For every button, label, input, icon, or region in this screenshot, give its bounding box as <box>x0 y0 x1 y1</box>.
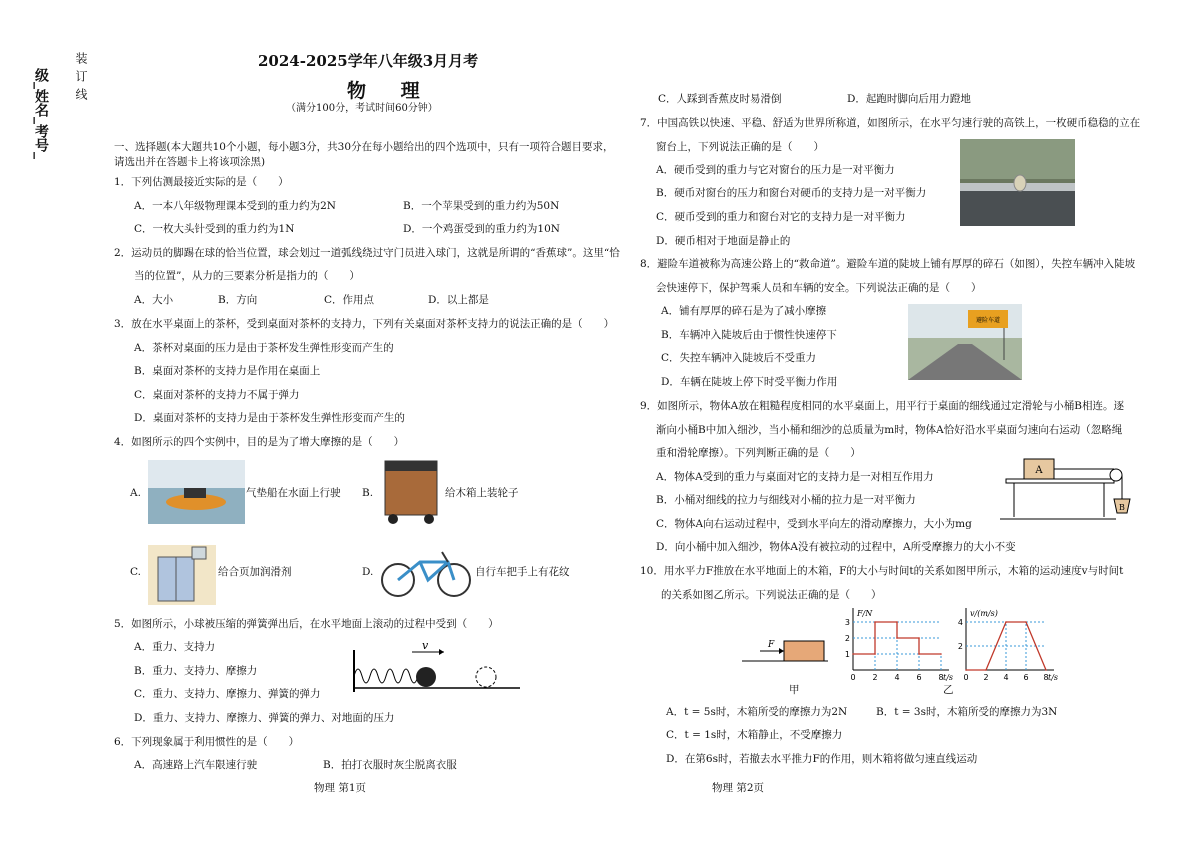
pulley-diagram <box>996 455 1136 527</box>
q7-stem: 窗台上，下列说法正确的是（ ） <box>656 141 824 153</box>
x-tick-label: 2 <box>872 673 878 682</box>
x-tick-label: 8 <box>938 673 944 682</box>
data-point <box>896 637 898 639</box>
push-box-icon <box>740 635 830 671</box>
q10-option-a: A．t = 5s时，木箱所受的摩擦力为2N <box>666 706 848 718</box>
x-tick-label: 4 <box>1003 673 1009 682</box>
binding-line-label <box>74 52 87 106</box>
bicycle-image <box>378 542 474 600</box>
q3-stem: 3．放在水平桌面上的茶杯，受到桌面对茶杯的支持力，下列有关桌面对茶杯支持力的说法正确的是（ ） <box>114 318 615 330</box>
section-intro: 一、选择题(本大题共10个小题，每小题3分，共30分在每小题给出的四个选项中，只有一项符合题目要求， <box>114 141 614 153</box>
q8-option-b: B．车辆冲入陡坡后由于惯性快速停下 <box>661 329 837 341</box>
q10-stem: 10．用水平力F推放在水平地面上的木箱，F的大小与时间t的关系如图甲所示，木箱的运动速度v与时间t <box>640 565 1124 577</box>
q9-stem: 重和滑轮摩擦）。下列判断正确的是（ ） <box>656 447 861 459</box>
q8-stem: 会快速停下，保护驾乘人员和车辆的安全。下列说法正确的是（ ） <box>656 282 982 294</box>
q2-option-c: C．作用点 <box>324 294 375 306</box>
x-tick-label: 0 <box>963 673 969 682</box>
hinge-image <box>148 545 216 605</box>
q1-option-b: B．一个苹果受到的重力约为50N <box>403 200 560 212</box>
velocity-label: v <box>422 640 429 652</box>
q8-option-c: C．失控车辆冲入陡坡后不受重力 <box>661 352 817 364</box>
x-axis-label: t/s <box>1048 673 1059 682</box>
q8-option-a: A．铺有厚厚的碎石是为了减小摩擦 <box>661 305 827 317</box>
y-axis-label: F/N <box>857 609 873 618</box>
escape-ramp-sign-text: 避险车道 <box>975 317 1001 324</box>
x-tick-label: 6 <box>916 673 922 682</box>
data-point <box>1005 621 1007 623</box>
q7-option-b: B．硬币对窗台的压力和窗台对硬币的支持力是一对平衡力 <box>656 187 927 199</box>
force-time-chart <box>843 604 963 682</box>
hovercraft-image <box>148 460 245 524</box>
page-footer-2: 物理 第2页 <box>712 782 765 794</box>
velocity-time-chart <box>956 604 1066 682</box>
x-tick-label: 8 <box>1043 673 1049 682</box>
y-tick-label: 1 <box>844 650 850 659</box>
y-tick-label: 3 <box>844 618 850 627</box>
q5-option-a: A．重力、支持力 <box>134 641 216 653</box>
q7-option-c: C．硬币受到的重力和窗台对它的支持力是一对平衡力 <box>656 211 906 223</box>
coin-on-windowsill-icon <box>960 139 1075 226</box>
class-field: 级_ <box>33 68 49 89</box>
binding-char: 装 <box>74 52 88 70</box>
q5-stem: 5．如图所示，小球被压缩的弹簧弹出后，在水平地面上滚动的过程中受到（ ） <box>114 618 499 630</box>
pulley-table-icon <box>996 455 1136 527</box>
q2-option-d: D．以上都是 <box>428 294 489 306</box>
data-point <box>985 669 987 671</box>
q2-option-b: B．方向 <box>218 294 258 306</box>
hovercraft-icon <box>148 460 245 524</box>
q1-option-c: C．一枚大头针受到的重力约为1N <box>134 223 295 235</box>
q4-option-a-text: 气垫船在水面上行驶 <box>246 487 341 499</box>
binding-char: 线 <box>74 88 88 106</box>
bucket-b-label: B <box>1119 503 1125 512</box>
q7-option-d: D．硬币相对于地面是静止的 <box>656 235 791 247</box>
q5-option-d: D．重力、支持力、摩擦力、弹簧的弹力、对地面的压力 <box>134 712 395 724</box>
figure-jia-label: 甲 <box>789 684 800 696</box>
q5-option-b: B．重力、支持力、摩擦力 <box>134 665 258 677</box>
q2-option-a: A．大小 <box>134 294 174 306</box>
q9-option-b: B．小桶对细线的拉力与细线对小桶的拉力是一对平衡力 <box>656 494 916 506</box>
q4-option-d-text: 自行车把手上有花纹 <box>475 566 570 578</box>
q4-option-b-label: B. <box>362 487 374 499</box>
q9-option-d: D．向小桶中加入细沙，物体A没有被拉动的过程中，A所受摩擦力的大小不变 <box>656 541 1016 553</box>
bicycle-icon <box>378 542 474 600</box>
q1-option-a: A．一本八年级物理课本受到的重力约为2N <box>134 200 336 212</box>
name-field: 姓名_ <box>33 89 49 124</box>
q6-option-d: D．起跑时脚向后用力蹬地 <box>847 93 971 105</box>
spring-ball-diagram <box>350 640 522 698</box>
student-fields <box>33 68 49 159</box>
exam-title: 2024-2025学年八年级3月月考 <box>258 52 479 70</box>
y-axis-label: v/(m/s) <box>970 609 998 618</box>
x-tick-label: 0 <box>850 673 856 682</box>
q9-option-a: A．物体A受到的重力与桌面对它的支持力是一对相互作用力 <box>656 471 934 483</box>
data-point <box>940 653 942 655</box>
q10-option-d: D．在第6s时，若撤去水平推力F的作用，则木箱将做匀速直线运动 <box>666 753 978 765</box>
q10-option-b: B．t = 3s时，木箱所受的摩擦力为3N <box>876 706 1058 718</box>
x-tick-label: 2 <box>983 673 989 682</box>
x-tick-label: 4 <box>894 673 900 682</box>
data-point <box>918 637 920 639</box>
q9-option-c: C．物体A向右运动过程中，受到水平向左的滑动摩擦力，大小为mg <box>656 518 972 530</box>
data-point <box>1025 621 1027 623</box>
binding-char: 订 <box>74 70 88 88</box>
q3-option-a: A．茶杯对桌面的压力是由于茶杯发生弹性形变而产生的 <box>134 342 394 354</box>
push-box-diagram <box>740 635 830 671</box>
q8-stem: 8．避险车道被称为高速公路上的“救命道”。避险车道的陡坡上铺有厚厚的碎石（如图），失控车辆冲入陡坡 <box>640 258 1136 270</box>
hinge-icon <box>148 545 216 605</box>
x-tick-label: 6 <box>1023 673 1029 682</box>
y-tick-label: 2 <box>957 642 963 651</box>
q1-stem: 1．下列估测最接近实际的是（ ） <box>114 176 289 188</box>
data-point <box>896 621 898 623</box>
q4-option-d-label: D. <box>362 566 374 578</box>
q4-option-c-text: 给合页加润滑剂 <box>218 566 292 578</box>
q5-option-c: C．重力、支持力、摩擦力、弹簧的弹力 <box>134 688 321 700</box>
q3-option-d: D．桌面对茶杯的支持力是由于茶杯发生弹性形变而产生的 <box>134 412 405 424</box>
page-footer-1: 物理 第1页 <box>314 782 367 794</box>
q8-option-d: D．车辆在陡坡上停下时受平衡力作用 <box>661 376 838 388</box>
q1-option-d: D．一个鸡蛋受到的重力约为10N <box>403 223 560 235</box>
exam-no-field: 考号_ <box>33 124 49 159</box>
spring-ball-icon <box>350 640 522 698</box>
q4-option-a-label: A. <box>130 487 141 499</box>
data-point <box>918 653 920 655</box>
q6-option-b: B．拍打衣服时灰尘脱离衣服 <box>323 759 457 771</box>
q4-option-c-label: C. <box>130 566 141 578</box>
section-intro: 请选出并在答题卡上将该项涂黑) <box>114 156 266 168</box>
x-axis-label: t/s <box>943 673 954 682</box>
y-tick-label: 4 <box>957 618 963 627</box>
q2-stem: 当的位置”，从力的三要素分析是指力的（ ） <box>134 270 360 282</box>
data-point <box>874 653 876 655</box>
y-tick-label: 2 <box>844 634 850 643</box>
q4-stem: 4．如图所示的四个实例中，目的是为了增大摩擦的是（ ） <box>114 436 405 448</box>
velocity-time-chart-svg <box>956 604 1066 682</box>
q6-stem: 6．下列现象属于利用惯性的是（ ） <box>114 736 300 748</box>
figure-yi-label: 乙 <box>943 684 954 696</box>
data-point <box>852 653 854 655</box>
q9-stem: 渐向小桶B中加入细沙，当小桶和细沙的总质量为m时，物体A恰好沿水平桌面匀速向右运动（忽略绳 <box>656 424 1123 436</box>
escape-ramp-icon <box>908 304 1022 380</box>
force-label: F <box>768 640 775 650</box>
exam-note: （满分100分，考试时间60分钟） <box>286 103 438 114</box>
q10-stem: 的关系如图乙所示。下列说法正确的是（ ） <box>661 589 882 601</box>
q3-option-b: B．桌面对茶杯的支持力是作用在桌面上 <box>134 365 321 377</box>
q3-option-c: C．桌面对茶杯的支持力不属于弹力 <box>134 389 300 401</box>
data-point <box>874 621 876 623</box>
wooden-box-icon <box>381 455 441 525</box>
block-a-label: A <box>1035 465 1043 476</box>
q7-option-a: A．硬币受到的重力与它对窗台的压力是一对平衡力 <box>656 164 895 176</box>
q7-stem: 7．中国高铁以快速、平稳、舒适为世界所称道，如图所示，在水平匀速行驶的高铁上，一枚硬币稳稳的立在 <box>640 117 1141 129</box>
data-point <box>1045 669 1047 671</box>
q6-option-a: A．高速路上汽车限速行驶 <box>134 759 258 771</box>
q6-option-c: C．人踩到香蕉皮时易滑倒 <box>658 93 782 105</box>
subject-title: 物 理 <box>347 80 434 102</box>
q2-stem: 2．运动员的脚踢在球的恰当位置，球会划过一道弧线绕过守门员进入球门，这就是所谓的“香蕉球”。这里“恰 <box>114 247 620 259</box>
train-coin-image <box>960 139 1075 226</box>
q10-option-c: C．t = 1s时，木箱静止，不受摩擦力 <box>666 729 843 741</box>
wooden-box-image <box>381 455 441 525</box>
escape-ramp-image <box>908 304 1022 380</box>
q9-stem: 9．如图所示，物体A放在粗糙程度相同的水平桌面上，用平行于桌面的细线通过定滑轮与小桶B相连。逐 <box>640 400 1124 412</box>
data-point <box>965 669 967 671</box>
force-time-chart-svg <box>843 604 963 682</box>
q4-option-b-text: 给木箱上装轮子 <box>445 487 519 499</box>
